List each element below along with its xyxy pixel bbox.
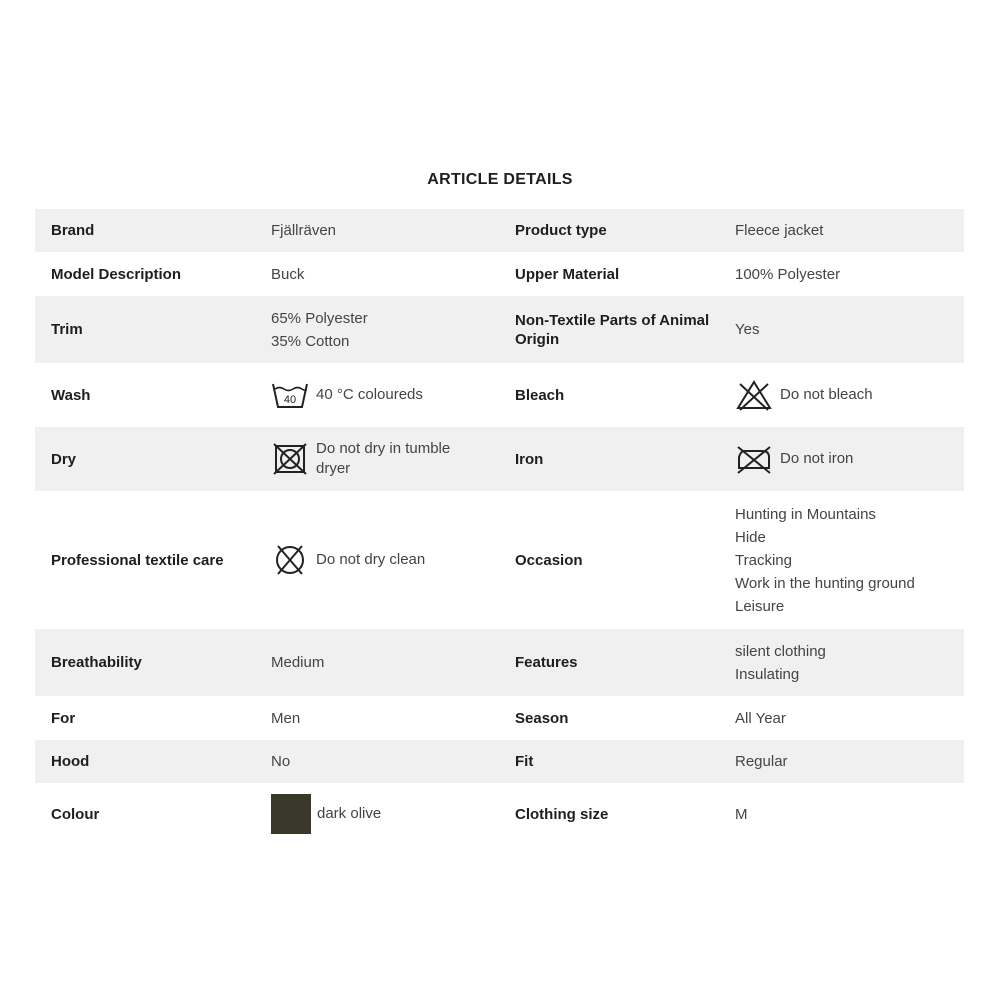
table-row [35, 363, 964, 427]
table-row [35, 696, 964, 740]
for-value: Men [271, 709, 301, 727]
dry-clean-text: Do not dry clean [316, 551, 426, 568]
wash-label: Wash [51, 386, 91, 404]
professional-care-value [255, 491, 499, 629]
occasion-item: Work in the hunting ground [735, 574, 915, 592]
article-details-table [35, 209, 964, 845]
features-label: Features [499, 629, 719, 696]
table-row [35, 296, 964, 363]
feature-item: silent clothing [735, 642, 826, 660]
occasion-item: Tracking [735, 551, 792, 569]
product-type-label: Product type [499, 209, 719, 252]
product-type-value: Fleece jacket [719, 209, 964, 252]
wash-text: 40 °C coloureds [316, 386, 423, 403]
do-not-iron-icon [735, 443, 773, 475]
for-label: For [51, 709, 76, 727]
colour-label: Colour [51, 805, 100, 823]
dry-value [255, 427, 499, 491]
bleach-label: Bleach [515, 386, 565, 404]
breathability-label: Breathability [35, 629, 255, 696]
wash-value [255, 363, 499, 427]
animal-origin-value: Yes [719, 296, 964, 363]
do-not-bleach-icon [735, 379, 773, 411]
table-row [35, 740, 964, 783]
upper-material-value: 100% Polyester [735, 265, 841, 283]
trim-value-line: 65% Polyester [271, 309, 368, 327]
wash-40-icon [271, 381, 309, 409]
fit-value: Regular [719, 740, 964, 783]
do-not-dry-clean-icon [271, 543, 309, 577]
trim-value-line: 35% Cotton [271, 332, 350, 350]
table-row [35, 209, 964, 252]
iron-label: Iron [499, 427, 719, 491]
model-description-value: Buck [271, 265, 305, 283]
table-row [35, 427, 964, 491]
do-not-tumble-dry-icon [271, 443, 309, 475]
colour-text: dark olive [317, 804, 382, 822]
season-label: Season [515, 709, 569, 727]
feature-item: Insulating [735, 665, 800, 683]
iron-value [719, 427, 964, 491]
model-description-label: Model Description [51, 265, 182, 283]
dry-label: Dry [35, 427, 255, 491]
table-row [35, 491, 964, 629]
trim-label: Trim [35, 296, 255, 363]
table-row [35, 252, 964, 296]
clothing-size-value: M [735, 805, 748, 823]
occasion-label: Occasion [515, 551, 583, 569]
professional-care-label: Professional textile care [51, 551, 224, 569]
occasion-item: Hide [735, 528, 766, 546]
bleach-value [719, 363, 964, 427]
colour-swatch [271, 794, 311, 834]
occasion-item: Hunting in Mountains [735, 505, 876, 523]
table-row [35, 783, 964, 845]
upper-material-label: Upper Material [515, 265, 620, 283]
iron-text: Do not iron [780, 450, 854, 467]
trim-value [255, 296, 499, 363]
animal-origin-label: Non-Textile Parts of Animal Origin [499, 296, 719, 363]
wash-temp-text: 40 [283, 394, 297, 406]
hood-value: No [255, 740, 499, 783]
article-details-title: ARTICLE DETAILS [427, 171, 573, 188]
dry-text: Do not dry in tumble dryer [316, 440, 451, 477]
brand-label: Brand [35, 209, 255, 252]
fit-label: Fit [499, 740, 719, 783]
occasion-item: Leisure [735, 597, 785, 615]
hood-label: Hood [35, 740, 255, 783]
colour-value [255, 783, 499, 845]
bleach-text: Do not bleach [780, 386, 873, 403]
table-row [35, 629, 964, 696]
clothing-size-label: Clothing size [515, 805, 609, 823]
occasion-value [719, 491, 964, 629]
breathability-value: Medium [255, 629, 499, 696]
features-value [719, 629, 964, 696]
brand-value: Fjällräven [255, 209, 499, 252]
season-value: All Year [735, 709, 786, 727]
